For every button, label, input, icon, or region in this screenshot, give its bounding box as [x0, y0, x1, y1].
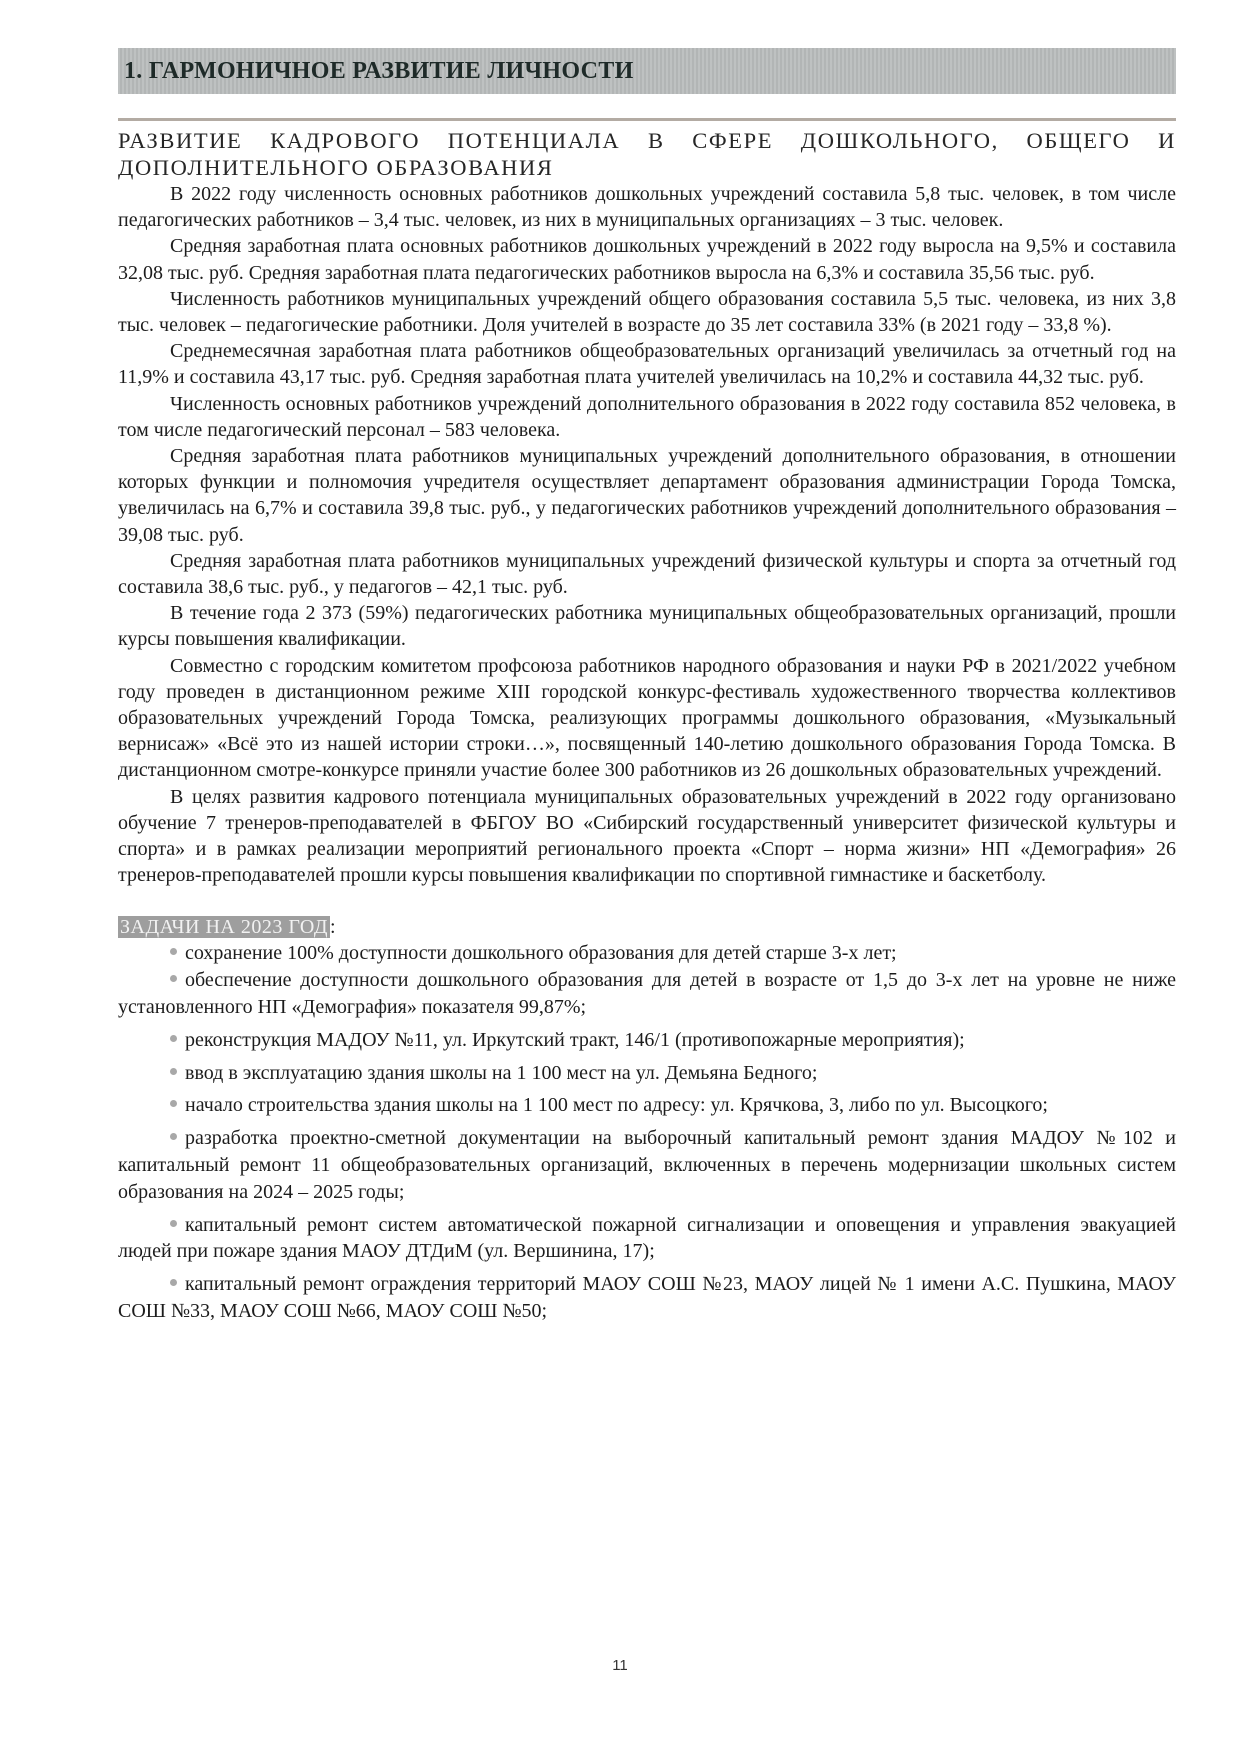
task-text: начало строительства здания школы на 1 100 мест по адресу: ул. Крячкова, 3, либо по ул. Высоцкого; [185, 1094, 1048, 1117]
task-item [118, 1092, 1176, 1119]
task-item [118, 1212, 1176, 1266]
paragraph: Численность основных работников учреждений дополнительного образования в 2022 году составила 852 человека, в том числе педагогический персонал – 583 человека. [118, 392, 1176, 441]
paragraph: Среднемесячная заработная плата работников общеобразовательных организаций увеличилась за отчетный год на 11,9% и составила 43,17 тыс. руб. Средняя заработная плата учителей увеличилась на 10,2% и составила 44,32 тыс. руб. [118, 340, 1176, 389]
bullet-icon [170, 975, 177, 982]
tasks-heading: ЗАДАЧИ НА 2023 ГОД [120, 916, 328, 939]
paragraph: В целях развития кадрового потенциала муниципальных образовательных учреждений в 2022 году организовано обучение 7 тренеров-преподавателей в ФБГОУ ВО «Сибирский государственный университет физической культуры и спорта» и в рамках реализации мероприятий регионального проекта «Спорт – норма жизни» НП «Демография» 26 тренеров-преподавателей прошли курсы повышения квалификации по спортивной гимнастике и баскетболу. [118, 785, 1176, 887]
tasks-heading-colon: : [330, 916, 336, 939]
bullet-icon [170, 1279, 177, 1286]
task-item [118, 1027, 1176, 1054]
task-item [118, 940, 1176, 967]
task-item [118, 1125, 1176, 1205]
bullet-icon [170, 948, 177, 955]
task-item [118, 1271, 1176, 1325]
task-item [118, 1060, 1176, 1087]
section-header-band [118, 48, 1176, 94]
task-text: реконструкция МАДОУ №11, ул. Иркутский тракт, 146/1 (противопожарные мероприятия); [185, 1028, 965, 1051]
section-divider [118, 118, 1176, 121]
tasks-list [118, 940, 1176, 1324]
paragraph: Средняя заработная плата основных работников дошкольных учреждений в 2022 году выросла на 9,5% и составила 32,08 тыс. руб. Средняя заработная плата педагогических работников выросла на 6,3% и составила 35,56 тыс. руб. [118, 235, 1176, 284]
bullet-icon [170, 1220, 177, 1227]
tasks-heading-line [118, 914, 1176, 940]
paragraph: В 2022 году численность основных работников дошкольных учреждений составила 5,8 тыс. человек, в том числе педагогических работников – 3,4 тыс. человек, из них в муниципальных организациях – 3 тыс. человек. [118, 183, 1176, 232]
bullet-icon [170, 1068, 177, 1075]
bullet-icon [170, 1100, 177, 1107]
task-text: капитальный ремонт систем автоматической пожарной сигнализации и оповещения и управления эвакуацией людей при пожаре здания МАОУ ДТДиМ (ул. Вершинина, 17); [118, 1213, 1176, 1263]
subsection-title: РАЗВИТИЕ КАДРОВОГО ПОТЕНЦИАЛА В СФЕРЕ ДОШКОЛЬНОГО, ОБЩЕГО И ДОПОЛНИТЕЛЬНОГО ОБРАЗОВАНИЯ [118, 128, 1176, 180]
task-text: разработка проектно-сметной документации на выборочный капитальный ремонт здания МАДОУ №102 и капитальный ремонт 11 общеобразовательных организаций, включенных в перечень модернизации школьных систем образования на 2024 – 2025 годы; [118, 1127, 1176, 1203]
task-text: сохранение 100% доступности дошкольного образования для детей старше 3-х лет; [185, 942, 897, 965]
paragraph: Средняя заработная плата работников муниципальных учреждений дополнительного образования, в отношении которых функции и полномочия учредителя осуществляет департамент образования администрации Города Томска, увеличилась на 6,7% и составила 39,8 тыс. руб., у педагогических работников учреждений дополнительного образования – 39,08 тыс. руб. [118, 445, 1176, 546]
paragraph: Средняя заработная плата работников муниципальных учреждений физической культуры и спорта за отчетный год составила 38,6 тыс. руб., у педагогов – 42,1 тыс. руб. [118, 549, 1176, 599]
page-number: 11 [612, 1657, 628, 1674]
task-text: ввод в эксплуатацию здания школы на 1 100 мест на ул. Демьяна Бедного; [185, 1061, 818, 1084]
document-page [118, 48, 1176, 1325]
task-item [118, 967, 1176, 1021]
paragraph: В течение года 2 373 (59%) педагогических работника муниципальных общеобразовательных организаций, прошли курсы повышения квалификации. [118, 602, 1176, 651]
body-text [118, 181, 1176, 888]
paragraph: Совместно с городским комитетом профсоюза работников народного образования и науки РФ в 2021/2022 учебном году проведен в дистанционном режиме XIII городской конкурс-фестиваль художественного творчества коллективов образовательных учреждений Города Томска, реализующих программы дошкольного образования, «Музыкальный вернисаж» «Всё это из нашей истории строки…», посвященный 140-летию дошкольного образования Города Томска. В дистанционном смотре-конкурсе приняли участие более 300 работников из 26 дошкольных образовательных учреждений. [118, 654, 1176, 782]
paragraph: Численность работников муниципальных учреждений общего образования составила 5,5 тыс. человека, из них 3,8 тыс. человек – педагогические работники. Доля учителей в возрасте до 35 лет составила 33% (в 2021 году – 33,8 %). [118, 287, 1176, 337]
bullet-icon [170, 1133, 177, 1140]
section-title: 1. ГАРМОНИЧНОЕ РАЗВИТИЕ ЛИЧНОСТИ [124, 57, 634, 84]
task-text: капитальный ремонт ограждения территорий МАОУ СОШ №23, МАОУ лицей № 1 имени А.С. Пушкина, МАОУ СОШ №33, МАОУ СОШ №66, МАОУ СОШ №50; [118, 1273, 1176, 1323]
bullet-icon [170, 1035, 177, 1042]
task-text: обеспечение доступности дошкольного образования для детей в возрасте от 1,5 до 3-х лет на уровне не ниже установленного НП «Демография» показателя 99,87%; [118, 969, 1176, 1019]
